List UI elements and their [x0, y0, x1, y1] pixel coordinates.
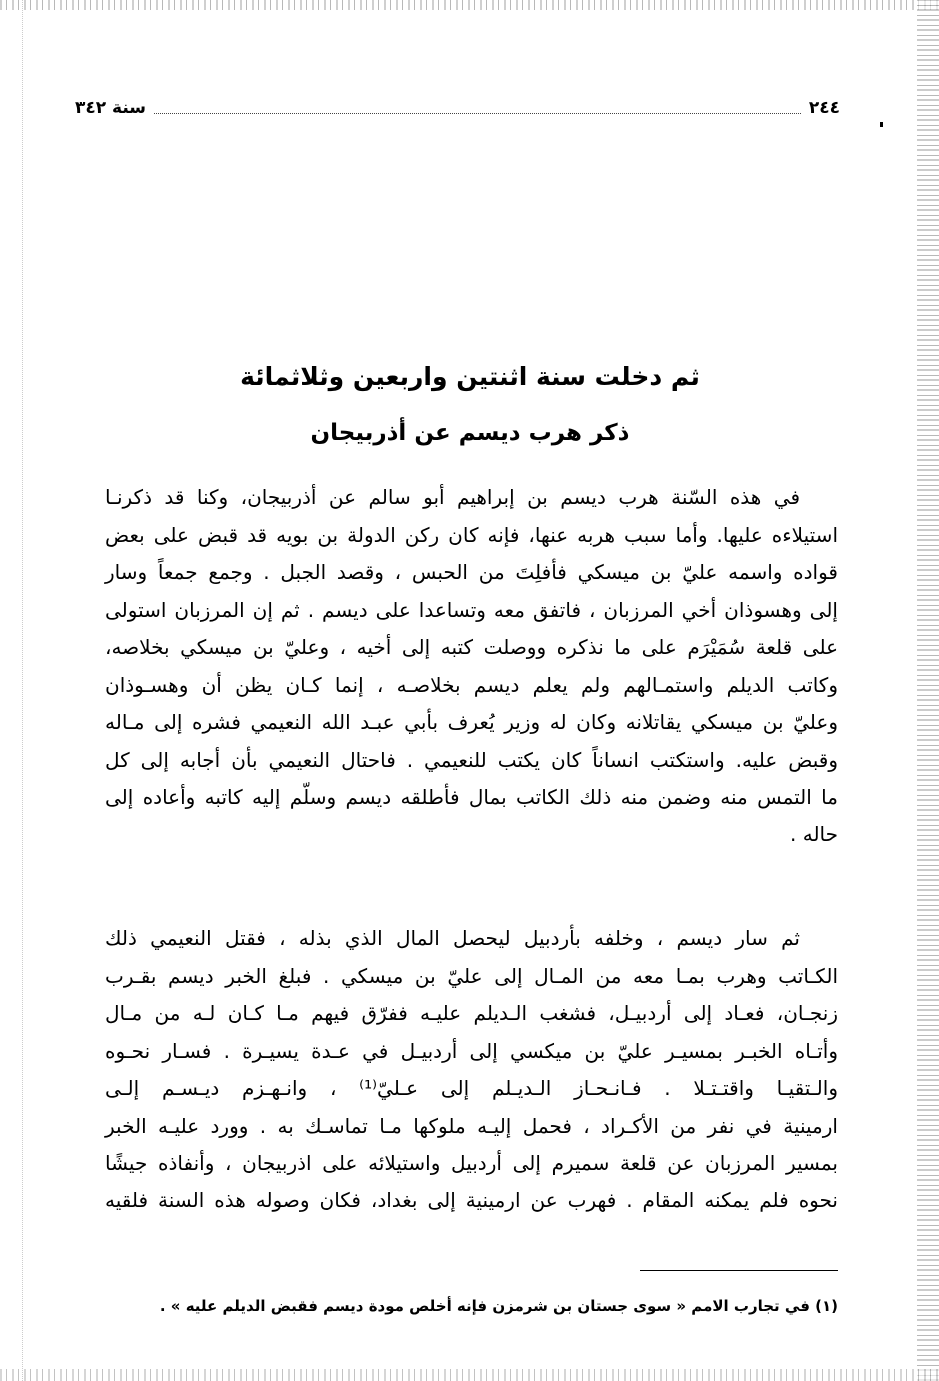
- text-line: نحوه فلم يمكنه المقام . فهرب عن ارمينية إلى بغداد، فكان وصوله هذه السنة فلقيه: [105, 1188, 838, 1212]
- text-line: وقبض عليه. واستكتب انساناً كان يكتب للنعيمي . فاحتال النعيمي بأن أجابه إلى كل: [105, 748, 838, 772]
- text-line: والـتقيـا واقتـتـلا . فـانـحـاز الـديـلم إلى عـليّ⁽¹⁾ ، وانـهـزم ديـسـم إلـى: [105, 1076, 838, 1100]
- text-line: الكـاتب وهرب بمـا معه من المـال إلى عليّ بن ميسكي . فبلغ الخبر ديسم بقـرب: [105, 964, 838, 988]
- decorative-right-border: [917, 0, 939, 1381]
- header-dot-leader: [154, 103, 801, 114]
- scan-speck: [880, 122, 883, 127]
- scan-margin-line: [22, 0, 23, 1381]
- text-line: ما التمس منه وضمن منه ذلك الكاتب بمال فأطلقه ديسم وسلّم إليه كاتبه وأعاده إلى: [105, 785, 838, 809]
- text-line: قواده واسمه عليّ بن ميسكي فأفلِتَ من الحبس ، وقصد الجبل . وجمع جمعاً وسار: [105, 560, 838, 584]
- running-title: سنة ٣٤٢: [75, 98, 147, 118]
- text-line: في هذه السّنة هرب ديسم بن إبراهيم أبو سالم عن أذربيجان، وكنا قد ذكرنـا: [105, 485, 800, 509]
- page-number: ٢٤٤: [808, 98, 840, 118]
- text-line: إلى وهسوذان أخي المرزبان ، فاتفق معه وتساعدا على ديسم . ثم إن المرزبان استولى: [105, 598, 838, 622]
- text-line: ثم سار ديسم ، وخلفه بأردبيل ليحصل المال الذي بذله ، فقتل النعيمي ذلك: [105, 926, 800, 950]
- text-line: وعليّ بن ميسكي يقاتلانه وكان له وزير يُعرف بأبي عبـد الله النعيمي فشره إلى مـاله: [105, 710, 838, 734]
- chapter-title: ثم دخلت سنة اثنتين واربعين وثلاثمائة: [240, 362, 700, 391]
- footnote: (١) في تجارب الامم « سوى جستان بن شرمزن فإنه أخلص مودة ديسم فقبض الديلم عليه » .: [159, 1297, 838, 1315]
- text-line: على قلعة سُمَيْرَم على ما نذكره ووصلت كتبه إلى أخيه ، وعليّ بن ميسكي بخلاصه،: [105, 635, 838, 659]
- decorative-top-border: [0, 0, 939, 10]
- footnote-separator: [640, 1270, 838, 1271]
- text-line: وأتـاه الخبـر بمسيـر عليّ بن ميكسي إلى أردبيـل في عـدة يسيـرة . فسـار نحـوه: [105, 1039, 838, 1063]
- decorative-bottom-border: [0, 1369, 939, 1381]
- text-line: بمسير المرزبان عن قلعة سميرم إلى أردبيل واستيلائه على اذربيجان ، وأنفاذه جيشًا: [105, 1151, 838, 1175]
- text-line: استيلاءه عليها. وأما سبب هربه عنها، فإنه كان ركن الدولة بن بويه قد قبض على بعض: [105, 523, 838, 547]
- section-heading: ذكر هرب ديسم عن أذربيجان: [310, 420, 630, 446]
- text-line: ارمينية في نفر من الأكـراد ، فحمل إليـه ملوكها مـا تماسـك به . وورد عليـه الخبر: [105, 1114, 838, 1138]
- running-header: [75, 94, 840, 122]
- text-line: حاله .: [790, 822, 838, 846]
- text-line: زنجـان، فعـاد إلى أردبيـل، فشغب الـديلم عليـه ففرّق فيهم مـا كـان لـه من مـال: [105, 1001, 838, 1025]
- text-line: وكاتب الديلم واستمـالهم ولم يعلم ديسم بخلاصـه ، إنما كـان يظن أن وهسـوذان: [105, 673, 838, 697]
